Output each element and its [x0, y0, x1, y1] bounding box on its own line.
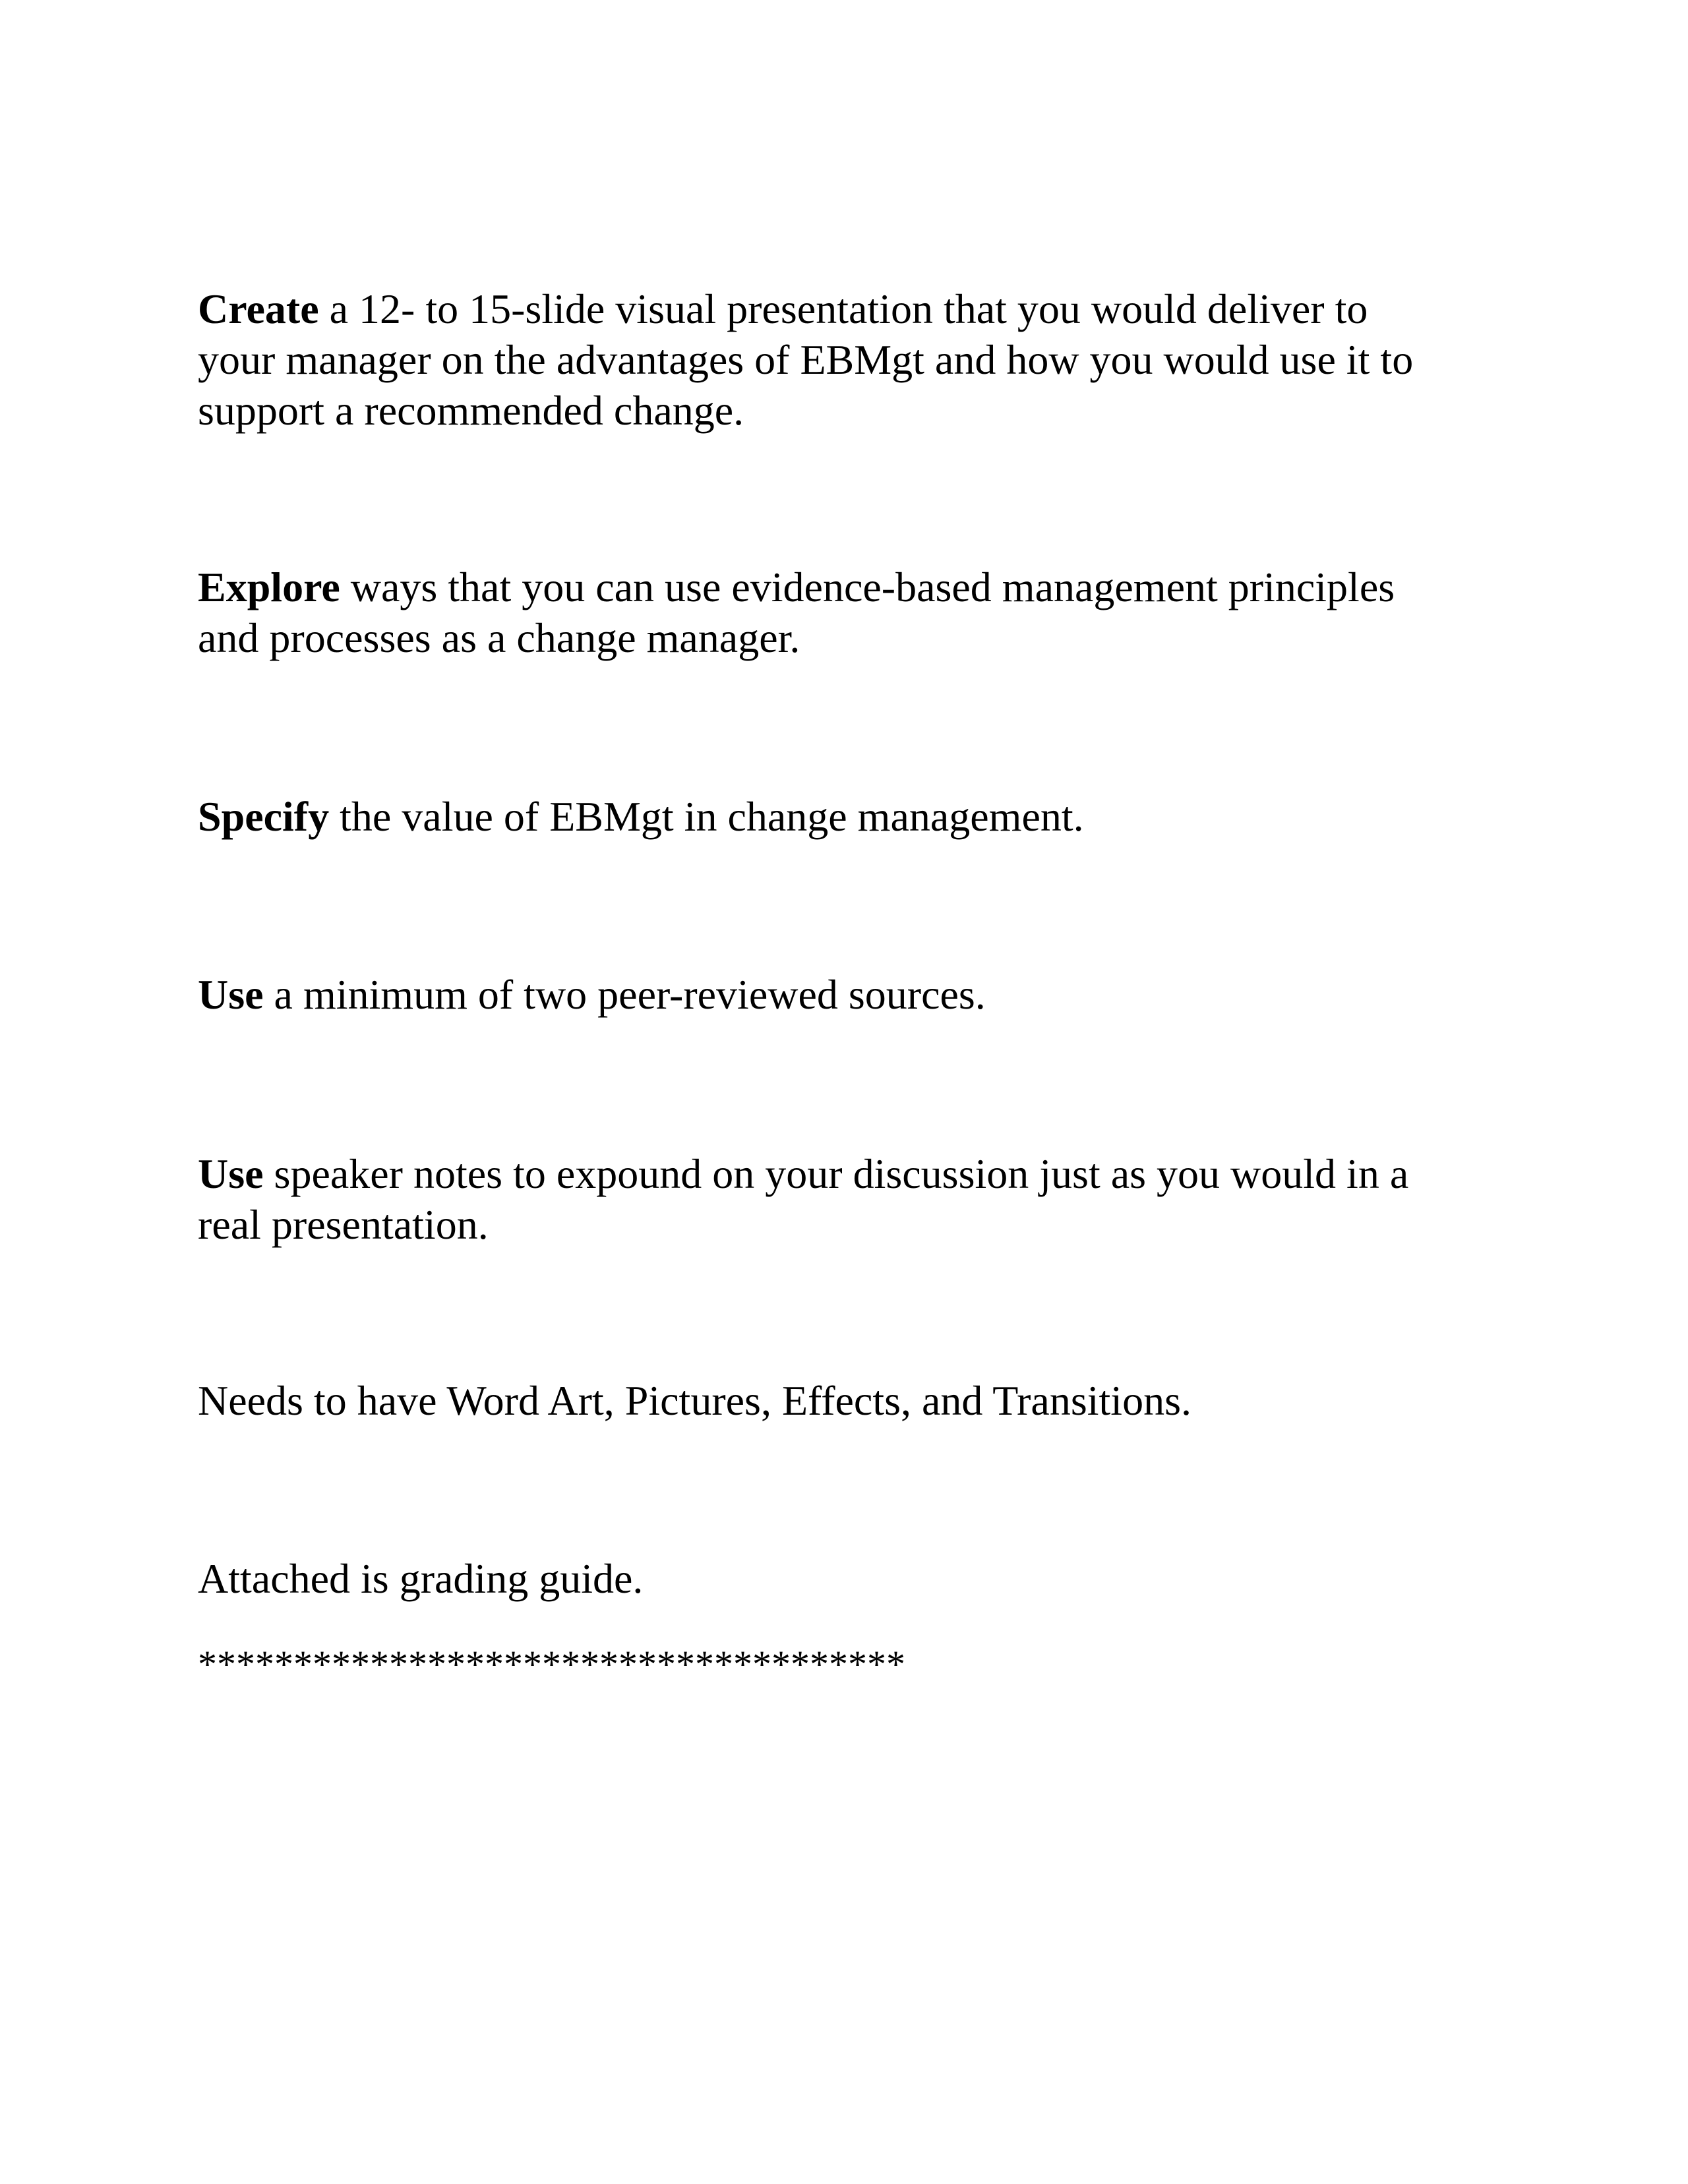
- paragraph-use-sources: [198, 969, 1517, 1020]
- paragraph-text: Needs to have Word Art, Pictures, Effects, and Transitions.: [198, 1377, 1191, 1424]
- paragraph-text: speaker notes to expound on your discussion just as you would in a real presentation.: [198, 1150, 1409, 1248]
- lead-word: Create: [198, 285, 319, 332]
- paragraph-text: a 12- to 15-slide visual presentation that you would deliver to your manager on the advantages of EBMgt and how you would use it to support a recommended change.: [198, 285, 1414, 434]
- paragraph-grading-guide: [198, 1553, 1517, 1604]
- paragraph-text: ways that you can use evidence-based management principles and processes as a change manager.: [198, 564, 1395, 661]
- paragraph-requirements: [198, 1375, 1517, 1426]
- paragraph-text: the value of EBMgt in change management.: [329, 793, 1084, 840]
- paragraph-specify: [198, 791, 1517, 842]
- paragraph-create: [198, 283, 1517, 436]
- asterisk-separator: *************************************: [198, 1643, 905, 1686]
- paragraph-text: Attached is grading guide.: [198, 1555, 644, 1602]
- lead-word: Specify: [198, 793, 330, 840]
- lead-word: Use: [198, 971, 264, 1018]
- paragraph-use-speaker-notes: [198, 1148, 1517, 1250]
- paragraph-text: a minimum of two peer-reviewed sources.: [263, 971, 986, 1018]
- lead-word: Use: [198, 1150, 264, 1197]
- lead-word: Explore: [198, 564, 340, 610]
- paragraph-explore: [198, 562, 1517, 663]
